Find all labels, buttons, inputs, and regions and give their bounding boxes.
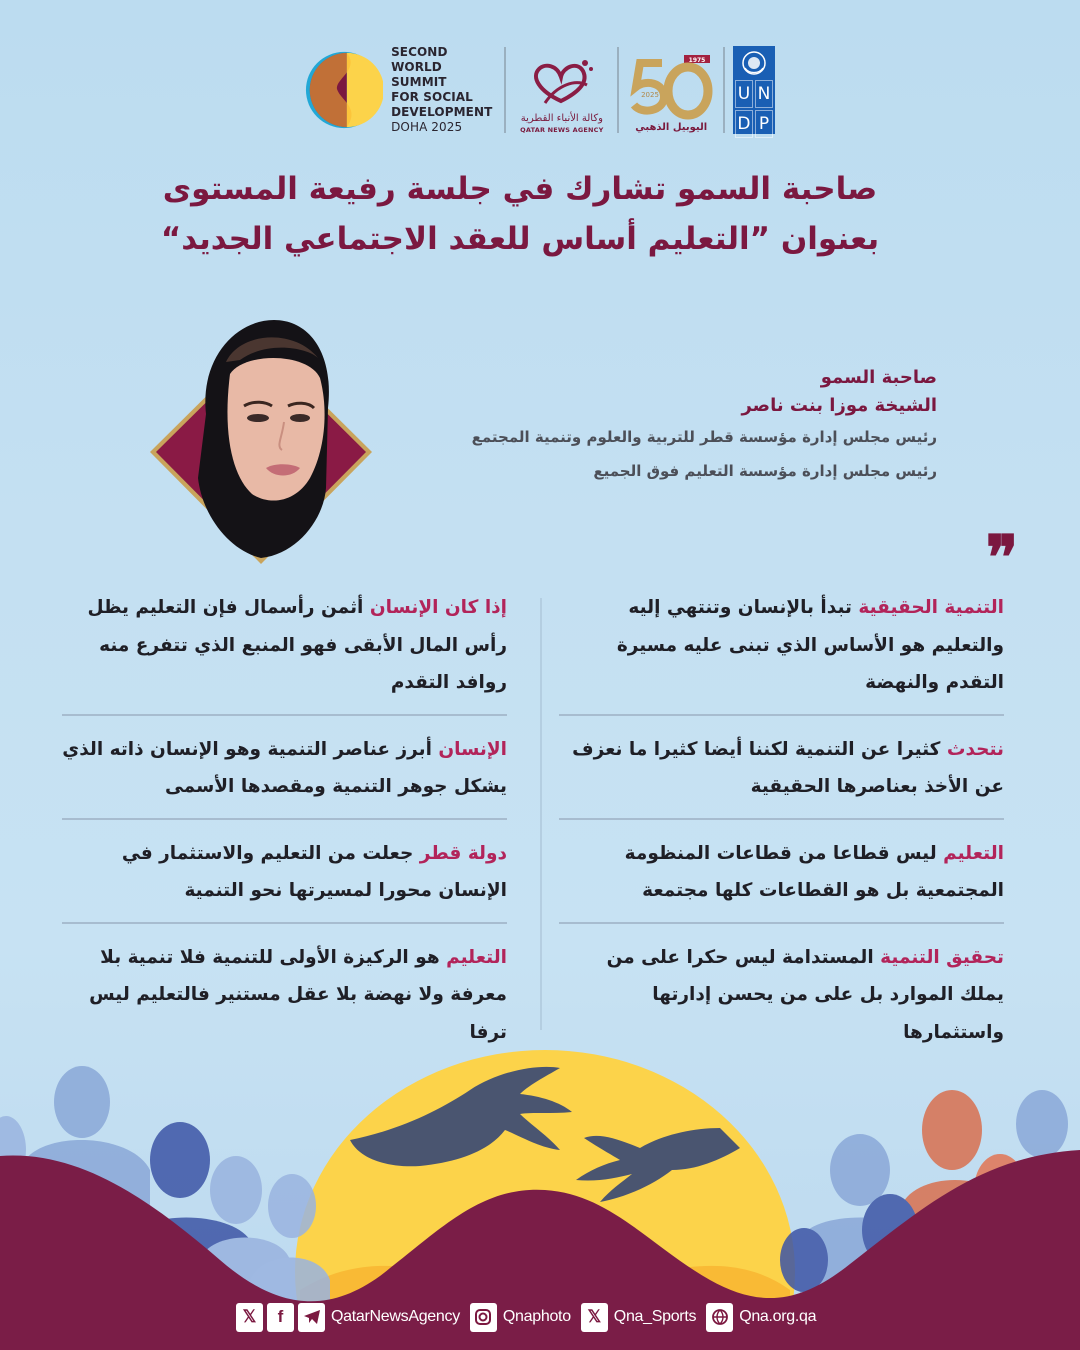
quotes-right-column (559, 586, 1004, 1063)
handle-sports-link[interactable]: Qna_Sports (613, 1308, 697, 1325)
quote-divider (559, 818, 1004, 820)
profile-block (377, 364, 937, 488)
quote-text: ليس قطاعا من قطاعات المنظومة المجتمعية بل هو القطاعات كلها مجتمعة (624, 842, 1004, 901)
profile-name: الشيخة موزا بنت ناصر (741, 395, 937, 416)
quote-highlight: إذا كان الإنسان (369, 597, 507, 618)
quote-item (62, 586, 507, 714)
quote-highlight: نتحدث (946, 738, 1004, 760)
profile-honorific: صاحبة السمو (820, 367, 937, 388)
quote-text: هو الركيزة الأولى للتنمية فلا تنمية بلا معرفة ولا نهضة بلا عقل مستنير فالتعليم ليس ترفا (89, 946, 507, 1043)
quote-highlight: تحقيق التنمية (880, 946, 1004, 968)
qna-emblem-icon (527, 55, 597, 113)
wssd-line5: DOHA 2025 (391, 120, 463, 134)
quote-divider (62, 922, 507, 924)
quote-text: تبدأ بالإنسان وتنتهي إليه والتعليم هو الأساس الذي تبنى عليه مسيرة التقدم والنهضة (616, 597, 1004, 693)
svg-text:2025: 2025 (641, 91, 660, 99)
handle-main-link[interactable]: QatarNewsAgency (331, 1308, 460, 1325)
qna-english-name: QATAR NEWS AGENCY (520, 126, 604, 134)
quote-text: كثيرا عن التنمية لكننا أيضا كثيرا ما نعزف عن الأخذ بعناصرها الحقيقية (572, 738, 1004, 797)
logo-divider (723, 47, 725, 133)
wssd-line2: WORLD SUMMIT (391, 60, 447, 89)
x-icon[interactable]: 𝕏 (236, 1303, 263, 1332)
undp-letter-d: D (735, 110, 753, 138)
partner-logos (305, 44, 775, 136)
website-link[interactable]: Qna.org.qa (739, 1308, 817, 1325)
undp-logo (733, 46, 775, 134)
quote-highlight: دولة قطر (419, 842, 507, 864)
quote-item (559, 832, 1004, 922)
logo-divider (504, 47, 506, 133)
quote-text: أثمن رأسمال فإن التعليم يظل رأس المال الأبقى فهو المنبع الذي تتفرع منه روافد التقدم (87, 597, 507, 693)
wssd-line4: DEVELOPMENT (391, 105, 493, 119)
headline-line1: صاحبة السمو تشارك في جلسة رفيعة المستوى (162, 171, 878, 207)
quote-divider (62, 714, 507, 716)
profile-role-1: رئيس مجلس إدارة مؤسسة قطر للتربية والعلوم وتنمية المجتمع (471, 428, 937, 446)
quote-divider (559, 922, 1004, 924)
quote-item (559, 728, 1004, 818)
golden-jubilee-logo (627, 45, 715, 135)
jubilee-50-icon (628, 53, 714, 121)
headline (150, 164, 890, 264)
quote-text: أبرز عناصر التنمية وهو الإنسان ذاته الذي يشكل جوهر التنمية ومقصدها الأسمى (62, 738, 507, 797)
quote-divider (559, 714, 1004, 716)
undp-letter-n: N (755, 80, 773, 108)
wssd-line1: SECOND (391, 45, 448, 59)
social-footer (236, 1300, 822, 1334)
portrait-photo (148, 318, 374, 566)
quote-highlight: الإنسان (438, 738, 507, 760)
qna-logo (514, 45, 609, 135)
column-divider (540, 598, 542, 1030)
jubilee-arabic: اليوبيل الذهبي (635, 122, 708, 133)
quotes-left-column (62, 586, 507, 1063)
quote-item (559, 586, 1004, 714)
quote-highlight: التعليم (446, 946, 507, 968)
quote-text: المستدامة ليس حكرا على من يملك الموارد بل على من يحسن إدارتها واستثمارها (606, 946, 1004, 1043)
profile-role-2: رئيس مجلس إدارة مؤسسة التعليم فوق الجميع (593, 462, 937, 480)
globe-icon[interactable] (706, 1303, 733, 1332)
undp-letter-u: U (735, 80, 753, 108)
wssd-logo (305, 44, 496, 136)
logo-divider (617, 47, 619, 133)
quotation-mark-icon: ❞ (985, 523, 1018, 593)
quote-item (62, 832, 507, 922)
quote-highlight: التنمية الحقيقية (858, 597, 1004, 618)
wssd-emblem-icon (305, 49, 383, 131)
quote-highlight: التعليم (943, 842, 1004, 864)
undp-letter-p: P (755, 110, 773, 138)
un-emblem-icon (741, 50, 767, 76)
instagram-icon[interactable] (470, 1303, 497, 1332)
x-sports-icon[interactable]: 𝕏 (581, 1303, 608, 1332)
telegram-icon[interactable] (298, 1303, 325, 1332)
headline-line2: بعنوان ”التعليم أساس للعقد الاجتماعي الجديد“ (160, 221, 880, 257)
quote-item (62, 728, 507, 818)
wssd-line3: FOR SOCIAL (391, 90, 473, 104)
quote-text: جعلت من التعليم والاستثمار في الإنسان محورا لمسيرتها نحو التنمية (121, 842, 507, 901)
facebook-icon[interactable]: f (267, 1303, 294, 1332)
svg-text:1975: 1975 (688, 57, 706, 64)
qna-arabic-name: وكالة الأنباء القطرية (520, 113, 603, 124)
handle-photo-link[interactable]: Qnaphoto (502, 1308, 571, 1325)
quote-divider (62, 818, 507, 820)
